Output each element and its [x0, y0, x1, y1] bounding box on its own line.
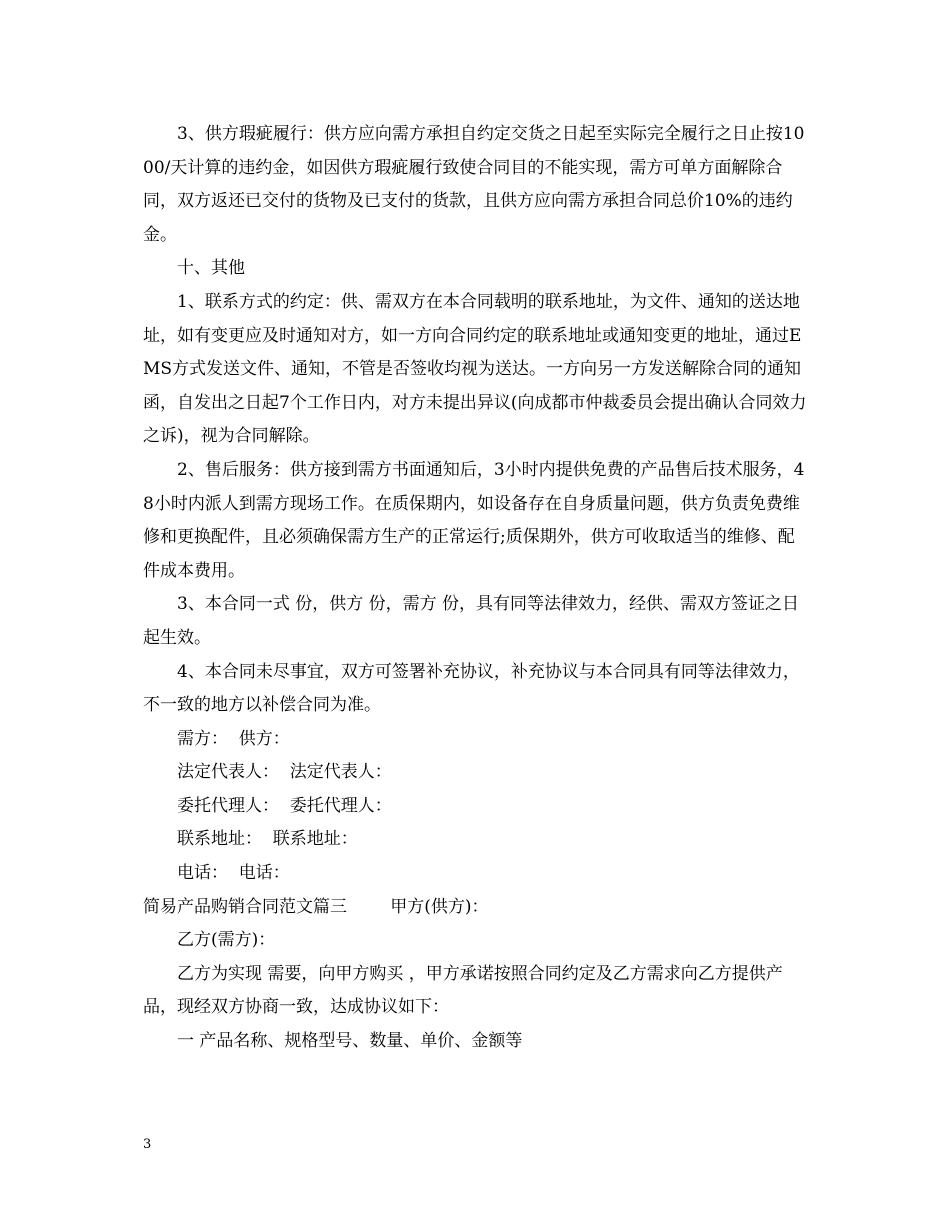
page-number: 3: [143, 1137, 152, 1152]
document-body: [143, 118, 809, 1059]
paragraph-contact-agreement: 1、联系方式的约定：供、需双方在本合同载明的联系地址，为文件、通知的送达地址，如有变更应及时通知对方，如一方向合同约定的联系地址或通知变更的地址，通过EMS方式发送文件、通知，不管是否签收均视为送达。一方向另一方发送解除合同的通知函，自发出之日起7个工作日内，对方未提出异议(向成都市仲裁委员会提出确认合同效力之诉)，视为合同解除。: [143, 291, 807, 447]
paragraph-purchase-intro: 乙方为实现 需要，向甲方购买 ，甲方承诺按照合同约定及乙方需求向乙方提供产品，现经双方协商一致，达成协议如下：: [143, 963, 783, 1018]
signature-line-phone: 电话： 电话：: [177, 863, 290, 884]
paragraph-defective-performance: 3、供方瑕疵履行：供方应向需方承担自约定交货之日起至实际完全履行之日止按1000/天计算的违约金，如因供方瑕疵履行致使合同目的不能实现，需方可单方面解除合同，双方返还已交付的货物及已支付的货款，且供方应向需方承担合同总价10%的违约金。: [143, 124, 805, 245]
signature-line-address: 联系地址： 联系地址：: [177, 829, 358, 850]
section-heading-sample-three: 简易产品购销合同范文篇三 甲方(供方)：: [143, 896, 489, 917]
signature-line-agent: 委托代理人： 委托代理人：: [177, 795, 392, 816]
section-heading-other: 十、其他: [177, 258, 245, 279]
paragraph-copies: 3、本合同一式 份，供方 份，需方 份，具有同等法律效力，经供、需双方签证之日起生效。: [143, 594, 800, 648]
signature-line-parties: 需方： 供方：: [177, 728, 290, 749]
signature-line-legal-rep: 法定代表人： 法定代表人：: [177, 762, 392, 783]
paragraph-supplementary: 4、本合同未尽事宜，双方可签署补充协议，补充协议与本合同具有同等法律效力，不一致的地方以补偿合同为准。: [143, 661, 800, 716]
paragraph-product-list-heading: 一 产品名称、规格型号、数量、单价、金额等: [177, 1031, 523, 1052]
paragraph-after-sales-service: 2、售后服务：供方接到需方书面通知后，3小时内提供免费的产品售后技术服务，48小时内派人到需方现场工作。在质保期内，如设备存在自身质量问题，供方负责免费维修和更换配件，且必须确保需方生产的正常运行;质保期外，供方可收取适当的维修、配件成本费用。: [143, 459, 805, 581]
paragraph-party-b: 乙方(需方)：: [177, 930, 276, 951]
